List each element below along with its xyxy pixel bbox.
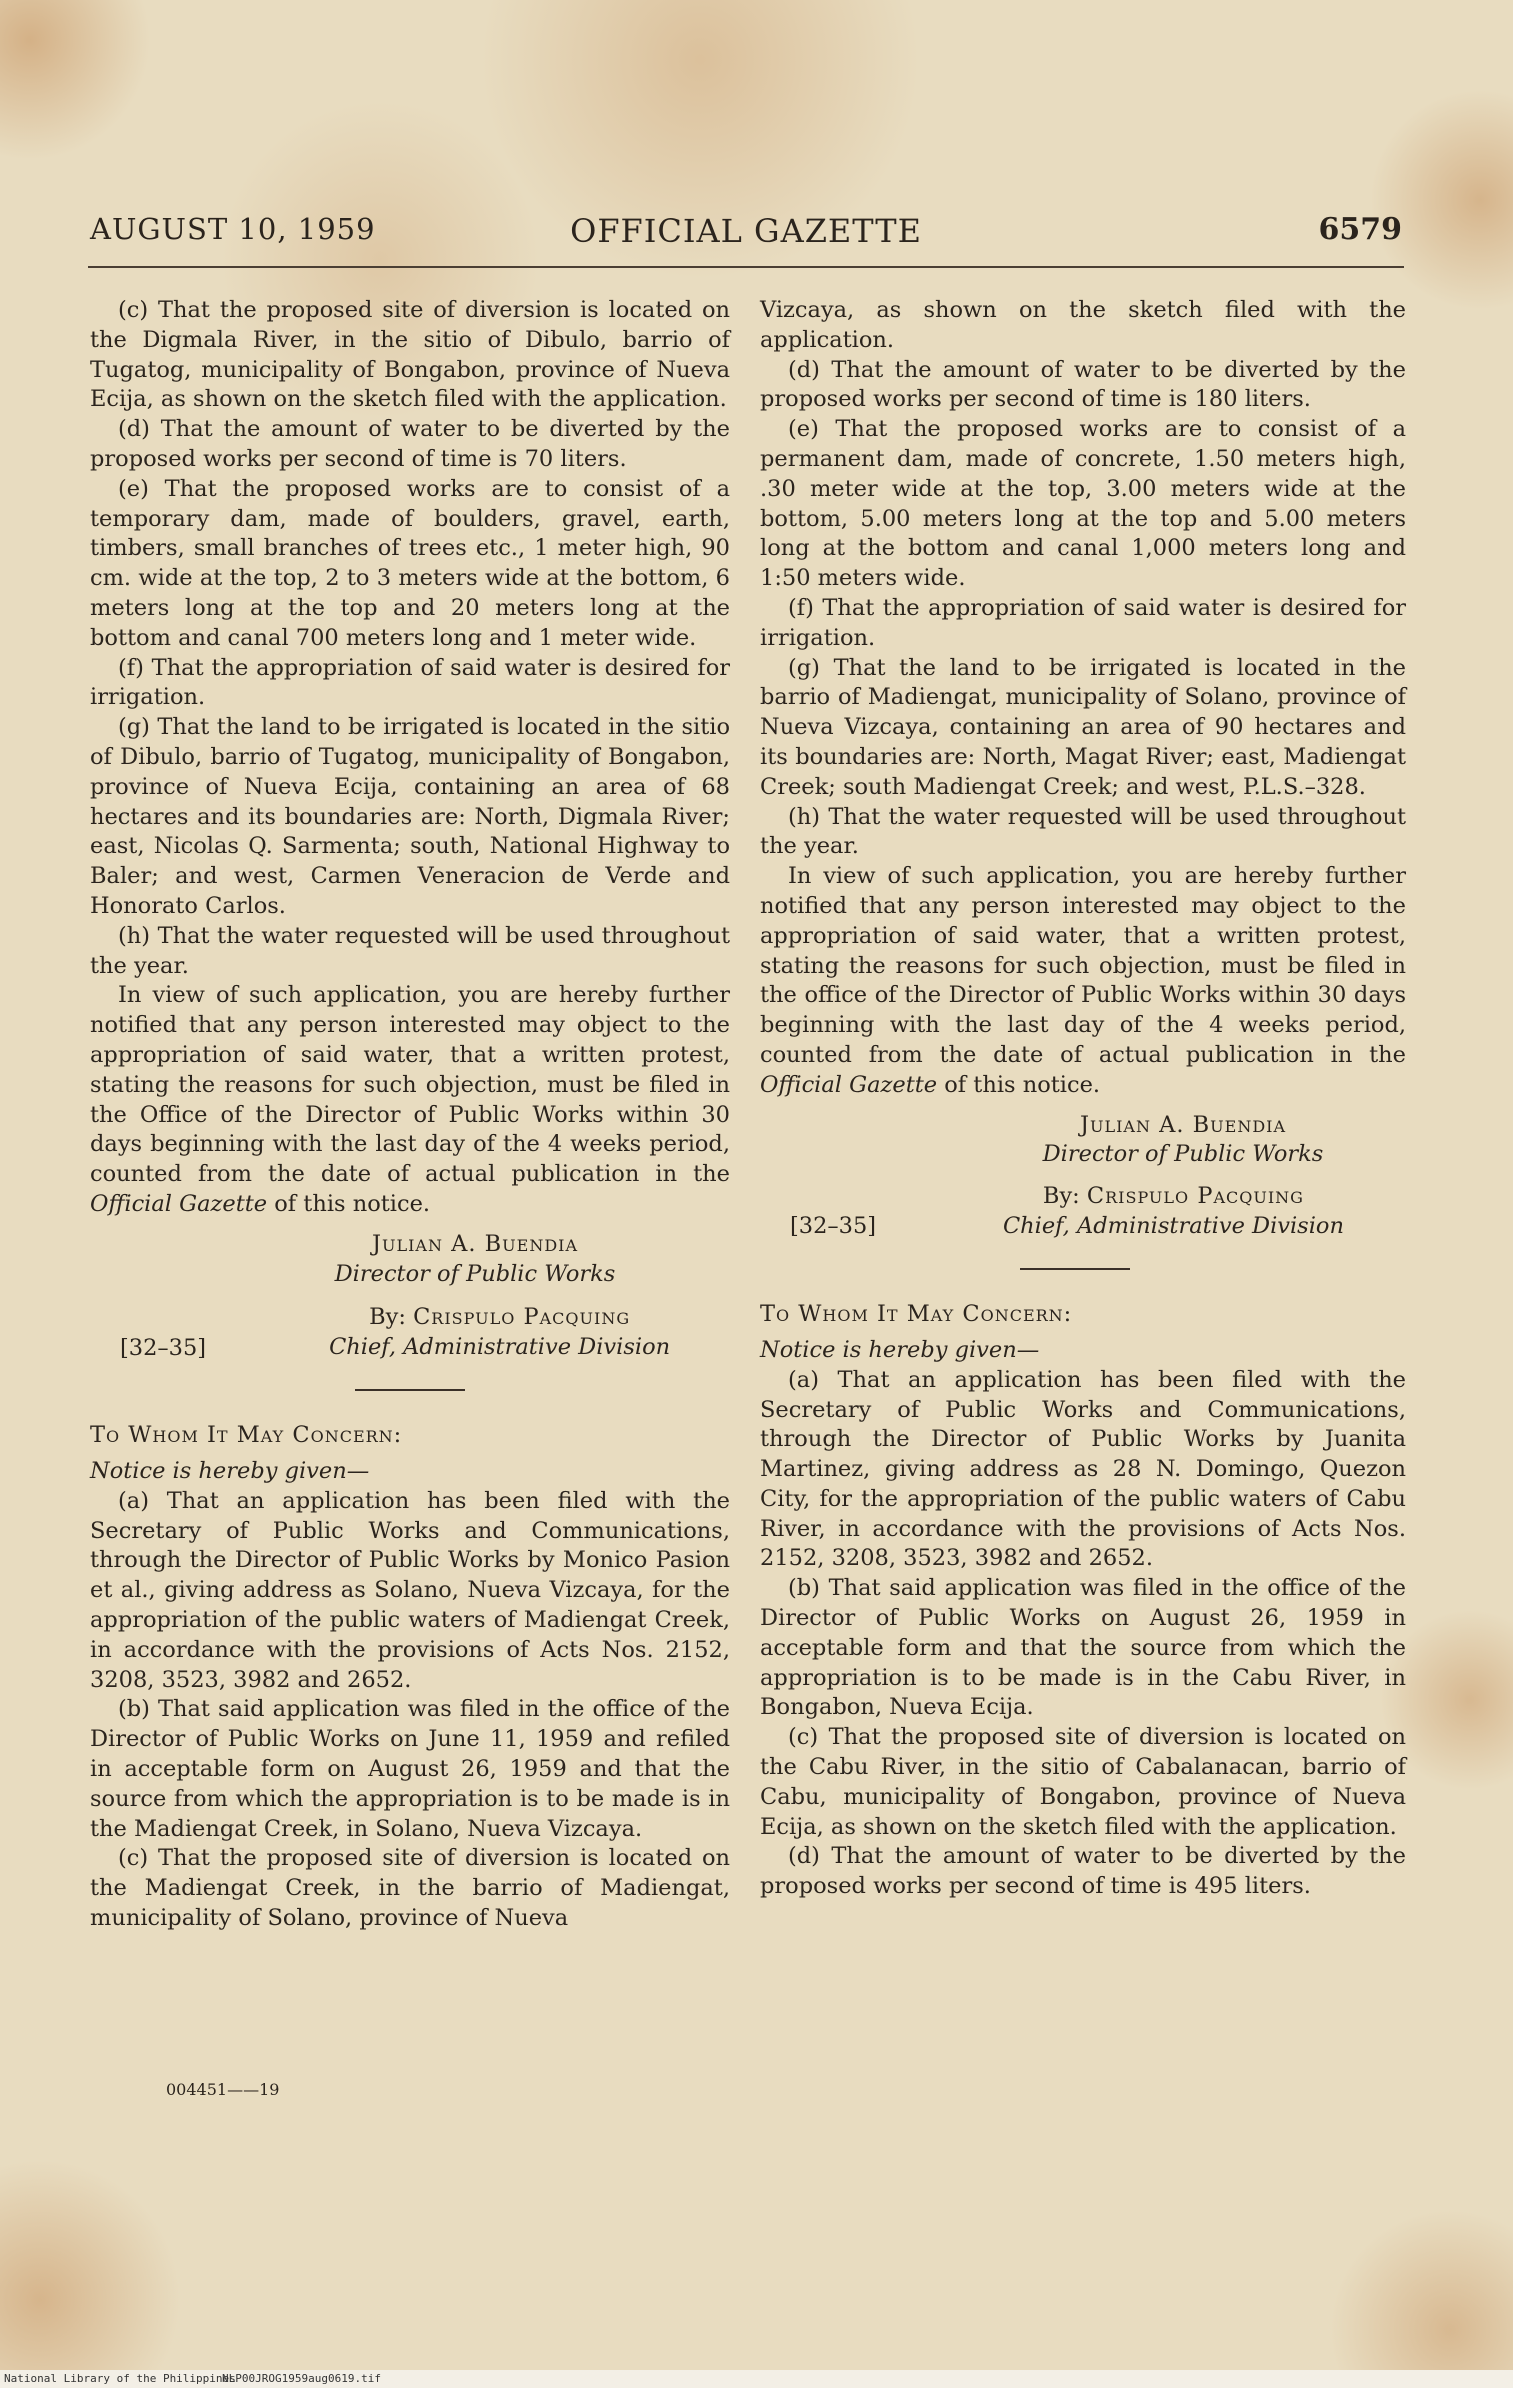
by-name-line: [269, 1303, 730, 1333]
signatory-name: Julian A. Buendia: [1079, 1111, 1287, 1138]
paragraph: (h) That the water requested will be used throughout the year.: [760, 803, 1406, 860]
page-header: [90, 212, 1402, 252]
signatory-name: Julian A. Buendia: [371, 1230, 579, 1257]
paragraph: (c) That the proposed site of diversion is located on the Cabu River, in the sitio of Cabalanacan, barrio of Cabu, municipality of Bongabon, province of Nueva Ecija, as shown on the sketch filed with the application.: [760, 1724, 1406, 1840]
signature: [760, 1111, 1406, 1171]
by-line: [941, 1182, 1406, 1242]
by-block: [90, 1303, 730, 1363]
gazette-name: Official Gazette: [90, 1190, 268, 1217]
header-title: OFFICIAL GAZETTE: [570, 212, 922, 250]
text-run: of this notice.: [267, 1190, 431, 1217]
paragraph: (b) That said application was filed in the office of the Director of Public Works on June 11, 1959 and refiled in acceptable form on August 26, 1959 and that the source from which the appropriation is to be made is in the Madiengat Creek, in Solano, Nueva Vizcaya.: [90, 1696, 730, 1842]
signature: [90, 1230, 730, 1290]
header-date: AUGUST 10, 1959: [90, 212, 376, 246]
issue-reference: [32–35]: [790, 1213, 877, 1240]
paragraph: [760, 862, 1406, 1100]
section-divider: [1020, 1268, 1130, 1270]
by-line: [269, 1303, 730, 1363]
header-page-number: 6579: [1318, 212, 1402, 247]
section-divider: [355, 1389, 465, 1391]
by-block: [760, 1182, 1406, 1242]
by-label: By:: [369, 1304, 414, 1331]
paragraph: (d) That the amount of water to be diverted by the proposed works per second of time is 70 liters.: [90, 416, 730, 472]
library-credit: National Library of the Philippines: [4, 2372, 236, 2385]
print-code: 004451——19: [166, 2080, 280, 2099]
scan-footer: [0, 2370, 1513, 2388]
notice-line: Notice is hereby given—: [760, 1336, 1040, 1363]
paragraph: (e) That the proposed works are to consist of a permanent dam, made of concrete, 1.50 meters high, .30 meter wide at the top, 3.00 meters wide at the bottom, 5.00 meters long at the top and 5.00 meters long at the bottom and canal 1,000 meters long and 1:50 meters wide.: [760, 416, 1406, 592]
paragraph: (c) That the proposed site of diversion is located on the Madiengat Creek, in the barrio of Madiengat, municipality of Solano, province of Nueva: [90, 1845, 730, 1932]
right-column: [760, 296, 1406, 1902]
section-heading: To Whom It May Concern:: [90, 1422, 403, 1449]
by-name: Crispulo Pacquing: [413, 1304, 631, 1331]
paragraph: (h) That the water requested will be used throughout the year.: [90, 922, 730, 979]
text-run: In view of such application, you are hereby further notified that any person interested may object to the appropriation of said water, that a written protest, stating the reasons for such objection, must be filed in the Office of the Director of Public Works within 30 days beginning with the last day of the 4 weeks period, counted from the date of actual publication in the: [90, 982, 730, 1188]
paragraph: (a) That an application has been filed with the Secretary of Public Works and Communications, through the Director of Public Works by Juanita Martinez, giving address as 28 N. Domingo, Quezon City, for the appropriation of the public waters of Cabu River, in accordance with the provisions of Acts Nos. 2152, 3208, 3523, 3982 and 2652.: [760, 1366, 1406, 1572]
by-name: Crispulo Pacquing: [1086, 1183, 1304, 1210]
by-title: Chief, Administrative Division: [1002, 1212, 1344, 1239]
paragraph: [90, 981, 730, 1219]
text-run: of this notice.: [937, 1071, 1101, 1098]
notice-line: Notice is hereby given—: [90, 1458, 370, 1485]
paragraph: (g) That the land to be irrigated is located in the barrio of Madiengat, municipality of Solano, province of Nueva Vizcaya, containing an area of 90 hectares and its boundaries are: North, Magat River; east, Madiengat Creek; south Madiengat Creek; and west, P.L.S.–328.: [760, 654, 1406, 800]
signatory-title: Director of Public Works: [334, 1260, 616, 1287]
section-heading: To Whom It May Concern:: [760, 1301, 1073, 1328]
paragraph: (d) That the amount of water to be diverted by the proposed works per second of time is 180 liters.: [760, 356, 1406, 413]
paragraph: (d) That the amount of water to be diverted by the proposed works per second of time is 495 liters.: [760, 1843, 1406, 1900]
gazette-name: Official Gazette: [760, 1071, 938, 1098]
paragraph: (b) That said application was filed in the office of the Director of Public Works on August 26, 1959 in acceptable form and that the source from which the appropriation is to be made is in the Cabu River, in Bongabon, Nueva Ecija.: [760, 1575, 1406, 1721]
issue-reference: [32–35]: [120, 1334, 207, 1361]
by-title: Chief, Administrative Division: [329, 1334, 671, 1361]
signatory-title: Director of Public Works: [1042, 1141, 1324, 1168]
text-run: In view of such application, you are hereby further notified that any person interested may object to the appropriation of said water, that a written protest, stating the reasons for such objection, must be filed in the office of the Director of Public Works within 30 days beginning with the last day of the 4 weeks period, counted from the date of actual publication in the: [760, 863, 1406, 1068]
header-rule: [88, 266, 1404, 268]
paragraph: (g) That the land to be irrigated is located in the sitio of Dibulo, barrio of Tugatog, municipality of Bongabon, province of Nueva Ecija, containing an area of 68 hectares and its boundaries are: North, Digmala River; east, Nicolas Q. Sarmenta; south, National Highway to Baler; and west, Carmen Veneracion de Verde and Honorato Carlos.: [90, 714, 730, 919]
by-name-line: [941, 1182, 1406, 1212]
paragraph: (c) That the proposed site of diversion is located on the Digmala River, in the sitio of Dibulo, barrio of Tugatog, municipality of Bongabon, province of Nueva Ecija, as shown on the sketch filed with the application.: [90, 297, 730, 413]
scan-filename: NLP00JROG1959aug0619.tif: [222, 2372, 381, 2385]
paragraph: Vizcaya, as shown on the sketch filed with the application.: [760, 297, 1406, 353]
paragraph: (a) That an application has been filed with the Secretary of Public Works and Communications, through the Director of Public Works by Monico Pasion et al., giving address as Solano, Nueva Vizcaya, for the appropriation of the public waters of Madiengat Creek, in accordance with the provisions of Acts Nos. 2152, 3208, 3523, 3982 and 2652.: [90, 1487, 730, 1693]
paragraph: (f) That the appropriation of said water is desired for irrigation.: [90, 654, 730, 711]
by-label: By:: [1042, 1183, 1087, 1210]
paragraph: (e) That the proposed works are to consist of a temporary dam, made of boulders, gravel, earth, timbers, small branches of trees etc., 1 meter high, 90 cm. wide at the top, 2 to 3 meters wide at the bottom, 6 meters long at the top and 20 meters long at the bottom and canal 700 meters long and 1 meter wide.: [90, 475, 730, 651]
paragraph: (f) That the appropriation of said water is desired for irrigation.: [760, 594, 1406, 651]
left-column: [90, 296, 730, 1934]
